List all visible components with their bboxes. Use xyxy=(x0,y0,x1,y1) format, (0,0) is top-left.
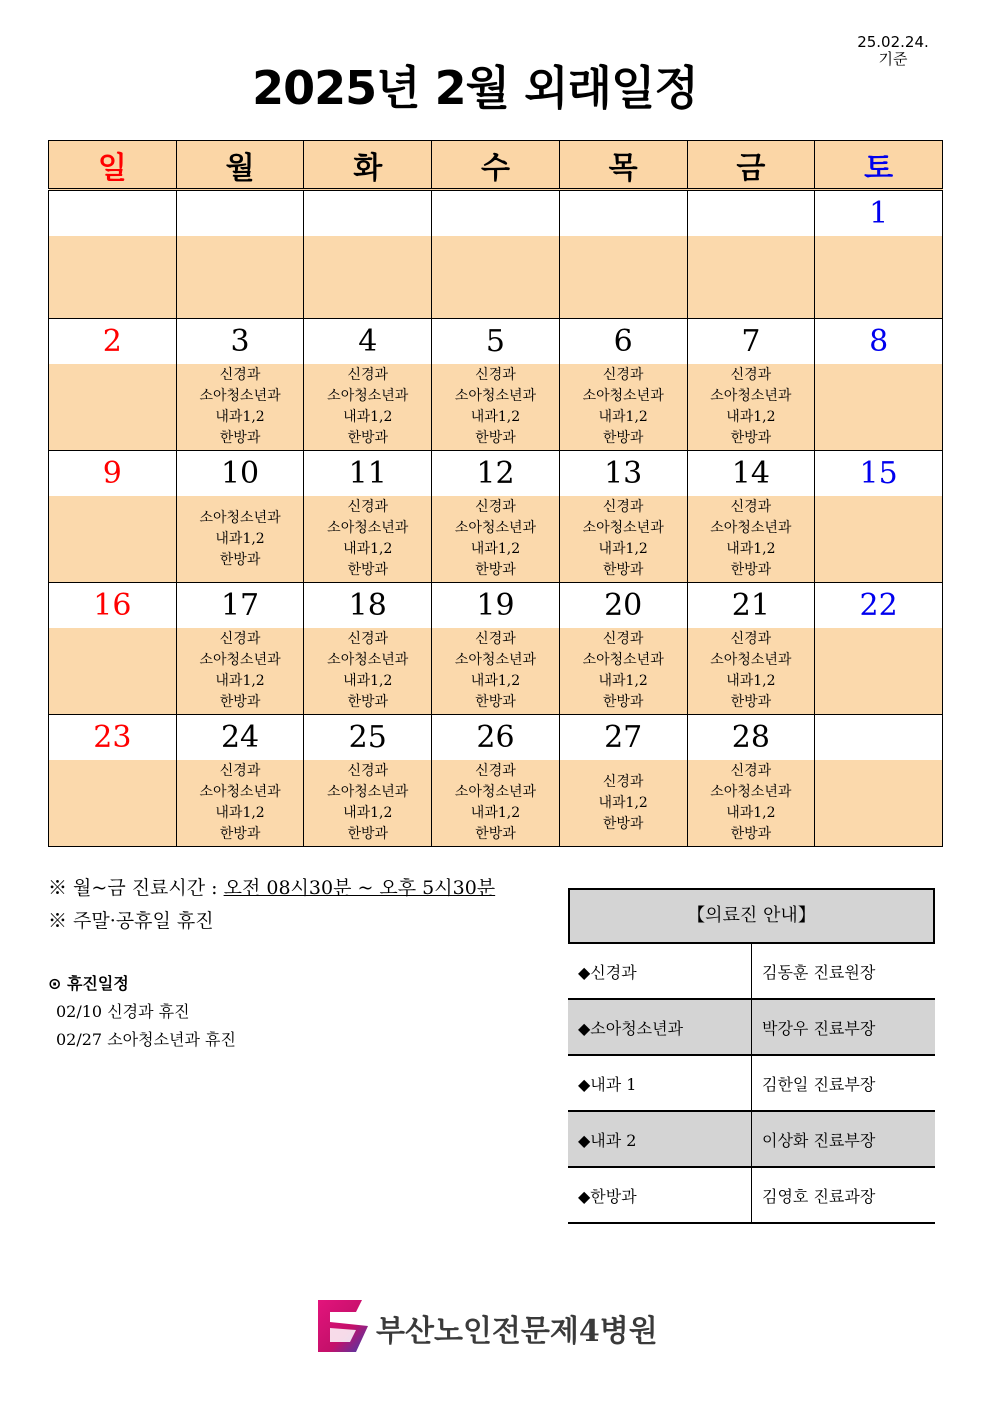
dept-label: 한방과 xyxy=(475,430,516,446)
calendar-dept-cell xyxy=(687,236,815,319)
calendar-dept-cell xyxy=(687,364,815,451)
dept-label: 소아청소년과 xyxy=(199,388,281,404)
calendar-dept-cell xyxy=(559,628,687,715)
calendar-date xyxy=(49,190,177,237)
calendar-date xyxy=(304,190,432,237)
dept-label: 소아청소년과 xyxy=(454,784,537,800)
dept-label: 신경과 xyxy=(730,499,772,515)
week-date-row xyxy=(49,451,943,497)
dept-label: 한방과 xyxy=(347,826,389,842)
week-date-row xyxy=(49,190,943,237)
calendar-date: 15 xyxy=(815,451,943,497)
calendar-date: 5 xyxy=(432,319,560,365)
dept-label: 한방과 xyxy=(730,562,772,578)
calendar-date: 25 xyxy=(304,715,432,761)
dept-label: 내과1,2 xyxy=(215,409,265,425)
weekday-mon: 월 xyxy=(176,141,304,190)
dept-label: 소아청소년과 xyxy=(199,509,281,526)
calendar-dept-cell xyxy=(815,364,943,451)
calendar-dept-cell xyxy=(687,496,815,583)
hospital-logo xyxy=(316,1298,676,1354)
dept-label: 신경과 xyxy=(475,763,516,779)
week-date-row xyxy=(49,319,943,365)
weekday-wed: 수 xyxy=(432,141,560,190)
dept-label: 내과1,2 xyxy=(470,673,521,689)
hours-label: ※ 월~금 진료시간 : xyxy=(48,877,224,899)
dept-label: 신경과 xyxy=(347,367,389,383)
dept-label: 내과1,2 xyxy=(215,805,265,821)
dept-label: 신경과 xyxy=(475,631,516,647)
calendar-dept-cell xyxy=(815,496,943,583)
base-date: 25.02.24. xyxy=(857,33,929,51)
dept-label: 내과1,2 xyxy=(726,541,776,557)
base-date-suffix: 기준 xyxy=(878,50,908,68)
staff-row xyxy=(568,1111,935,1167)
calendar-dept-cell xyxy=(176,496,304,583)
dept-label: 한방과 xyxy=(602,815,644,832)
staff-row xyxy=(568,944,935,999)
closure-heading: ⊙ 휴진일정 xyxy=(48,974,129,993)
week-dept-row xyxy=(49,364,943,451)
dept-label: 한방과 xyxy=(730,826,772,842)
calendar-dept-cell xyxy=(304,760,432,847)
dept-label: 내과1,2 xyxy=(726,409,776,425)
dept-label: 소아청소년과 xyxy=(710,784,792,800)
dept-label: 소아청소년과 xyxy=(327,520,409,536)
calendar-dept-cell xyxy=(49,628,177,715)
dept-label: 내과1,2 xyxy=(215,530,265,547)
dept-label: 내과1,2 xyxy=(343,805,393,821)
dept-label: 소아청소년과 xyxy=(199,652,281,668)
calendar-date: 27 xyxy=(559,715,687,761)
dept-label: 한방과 xyxy=(347,430,389,446)
weekday-thu: 목 xyxy=(559,141,687,190)
staff-heading: 【의료진 안내】 xyxy=(568,888,935,944)
staff-dept: ◆소아청소년과 xyxy=(568,999,752,1055)
calendar-date xyxy=(176,190,304,237)
dept-label: 내과1,2 xyxy=(470,541,521,557)
staff-doctor: 박강우 진료부장 xyxy=(752,999,936,1055)
week-date-row xyxy=(49,583,943,629)
dept-label: 신경과 xyxy=(602,499,644,515)
staff-table xyxy=(568,944,935,1224)
weekday-tue: 화 xyxy=(304,141,432,190)
dept-label: 내과1,2 xyxy=(726,673,776,689)
week-dept-row xyxy=(49,760,943,847)
dept-label: 소아청소년과 xyxy=(327,388,409,404)
calendar-date xyxy=(432,190,560,237)
calendar-date: 7 xyxy=(687,319,815,365)
calendar-date: 28 xyxy=(687,715,815,761)
calendar-dept-cell xyxy=(176,628,304,715)
calendar-date: 13 xyxy=(559,451,687,497)
staff-dept: ◆내과 2 xyxy=(568,1111,752,1167)
calendar-dept-cell xyxy=(176,236,304,319)
dept-label: 소아청소년과 xyxy=(710,652,792,668)
weekday-fri: 금 xyxy=(687,141,815,190)
calendar-dept-cell xyxy=(176,364,304,451)
calendar-dept-cell xyxy=(559,760,687,847)
calendar-dept-cell xyxy=(304,496,432,583)
weekday-hours-note xyxy=(48,872,495,905)
staff-doctor: 이상화 진료부장 xyxy=(752,1111,936,1167)
dept-label: 소아청소년과 xyxy=(327,652,409,668)
dept-label: 내과1,2 xyxy=(598,541,648,557)
dept-label: 신경과 xyxy=(602,773,644,790)
dept-label: 한방과 xyxy=(602,430,644,446)
dept-label: 내과1,2 xyxy=(470,409,521,425)
calendar-dept-cell xyxy=(49,760,177,847)
calendar-dept-cell xyxy=(304,628,432,715)
staff-dept: ◆신경과 xyxy=(568,944,752,999)
dept-label: 소아청소년과 xyxy=(327,784,409,800)
dept-label: 내과1,2 xyxy=(598,673,648,689)
calendar-date: 12 xyxy=(432,451,560,497)
closure-schedule xyxy=(48,970,236,1054)
calendar-date: 6 xyxy=(559,319,687,365)
dept-label: 내과1,2 xyxy=(215,673,265,689)
calendar-date xyxy=(687,190,815,237)
dept-label: 신경과 xyxy=(730,367,772,383)
dept-label: 한방과 xyxy=(219,551,261,568)
calendar-dept-cell xyxy=(815,236,943,319)
calendar-date: 10 xyxy=(176,451,304,497)
page-title: 2025년 2월 외래일정 xyxy=(252,61,698,115)
dept-label: 내과1,2 xyxy=(726,805,776,821)
dept-label: 한방과 xyxy=(219,694,261,710)
calendar-date: 24 xyxy=(176,715,304,761)
calendar-date: 16 xyxy=(49,583,177,629)
dept-label: 내과1,2 xyxy=(343,409,393,425)
dept-label: 신경과 xyxy=(347,499,389,515)
calendar-dept-cell xyxy=(432,496,560,583)
dept-label: 내과1,2 xyxy=(343,541,393,557)
calendar-date: 17 xyxy=(176,583,304,629)
hospital-name: 부산노인전문제4병원 xyxy=(376,1314,658,1349)
dept-label: 한방과 xyxy=(475,694,516,710)
calendar-date: 11 xyxy=(304,451,432,497)
calendar-dept-cell xyxy=(559,364,687,451)
staff-row xyxy=(568,1167,935,1223)
dept-label: 신경과 xyxy=(219,367,261,383)
calendar-dept-cell xyxy=(432,364,560,451)
dept-label: 내과1,2 xyxy=(343,673,393,689)
calendar-date: 26 xyxy=(432,715,560,761)
schedule-calendar xyxy=(48,140,943,847)
dept-label: 신경과 xyxy=(475,499,516,515)
weekday-header-row xyxy=(49,141,943,190)
calendar-date: 21 xyxy=(687,583,815,629)
calendar-dept-cell xyxy=(304,364,432,451)
calendar-dept-cell xyxy=(432,628,560,715)
calendar-dept-cell xyxy=(559,236,687,319)
calendar-date: 14 xyxy=(687,451,815,497)
dept-label: 한방과 xyxy=(475,826,516,842)
dept-label: 내과1,2 xyxy=(598,409,648,425)
dept-label: 신경과 xyxy=(475,367,516,383)
calendar-dept-cell xyxy=(49,496,177,583)
dept-label: 신경과 xyxy=(219,631,261,647)
calendar-date: 22 xyxy=(815,583,943,629)
staff-doctor: 김한일 진료부장 xyxy=(752,1055,936,1111)
dept-label: 소아청소년과 xyxy=(454,388,537,404)
calendar-dept-cell xyxy=(687,628,815,715)
staff-dept: ◆한방과 xyxy=(568,1167,752,1223)
calendar-dept-cell xyxy=(559,496,687,583)
week-date-row xyxy=(49,715,943,761)
week-dept-row xyxy=(49,236,943,319)
calendar-date: 1 xyxy=(815,190,943,237)
dept-label: 소아청소년과 xyxy=(454,520,537,536)
calendar-date: 3 xyxy=(176,319,304,365)
closure-item: 02/27 소아청소년과 휴진 xyxy=(56,1030,236,1049)
dept-label: 내과1,2 xyxy=(598,794,648,811)
calendar-date: 19 xyxy=(432,583,560,629)
week-dept-row xyxy=(49,496,943,583)
dept-label: 소아청소년과 xyxy=(582,520,664,536)
dept-label: 한방과 xyxy=(730,694,772,710)
medical-staff-guide xyxy=(568,888,935,1224)
dept-label: 소아청소년과 xyxy=(582,652,664,668)
dept-label: 신경과 xyxy=(730,631,772,647)
dept-label: 소아청소년과 xyxy=(582,388,664,404)
dept-label: 신경과 xyxy=(602,631,644,647)
calendar-dept-cell xyxy=(687,760,815,847)
calendar-dept-cell xyxy=(815,760,943,847)
dept-label: 한방과 xyxy=(730,430,772,446)
calendar-dept-cell xyxy=(432,760,560,847)
dept-label: 신경과 xyxy=(602,367,644,383)
calendar-date: 23 xyxy=(49,715,177,761)
calendar-date xyxy=(559,190,687,237)
dept-label: 한방과 xyxy=(219,826,261,842)
calendar-date xyxy=(815,715,943,761)
dept-label: 한방과 xyxy=(602,562,644,578)
dept-label: 한방과 xyxy=(347,562,389,578)
staff-doctor: 김동훈 진료원장 xyxy=(752,944,936,999)
staff-doctor: 김영호 진료과장 xyxy=(752,1167,936,1223)
staff-row xyxy=(568,999,935,1055)
calendar-dept-cell xyxy=(49,236,177,319)
calendar-date: 18 xyxy=(304,583,432,629)
dept-label: 한방과 xyxy=(219,430,261,446)
calendar-dept-cell xyxy=(304,236,432,319)
dept-label: 소아청소년과 xyxy=(710,388,792,404)
calendar-date: 9 xyxy=(49,451,177,497)
calendar-date: 4 xyxy=(304,319,432,365)
hours-value: 오전 08시30분 ~ 오후 5시30분 xyxy=(223,877,496,899)
clinic-hours-notes xyxy=(48,872,495,938)
calendar-dept-cell xyxy=(176,760,304,847)
calendar-dept-cell xyxy=(432,236,560,319)
dept-label: 한방과 xyxy=(602,694,644,710)
closure-item: 02/10 신경과 휴진 xyxy=(56,1002,190,1021)
dept-label: 한방과 xyxy=(475,562,516,578)
calendar-dept-cell xyxy=(815,628,943,715)
staff-dept: ◆내과 1 xyxy=(568,1055,752,1111)
dept-label: 내과1,2 xyxy=(470,805,521,821)
dept-label: 신경과 xyxy=(219,763,261,779)
dept-label: 소아청소년과 xyxy=(199,784,281,800)
dept-label: 소아청소년과 xyxy=(454,652,537,668)
calendar-dept-cell xyxy=(49,364,177,451)
week-dept-row xyxy=(49,628,943,715)
weekday-sat: 토 xyxy=(815,141,943,190)
dept-label: 신경과 xyxy=(347,763,389,779)
dept-label: 소아청소년과 xyxy=(710,520,792,536)
staff-row xyxy=(568,1055,935,1111)
dept-label: 신경과 xyxy=(347,631,389,647)
calendar-date: 20 xyxy=(559,583,687,629)
calendar-date: 2 xyxy=(49,319,177,365)
weekday-sun: 일 xyxy=(49,141,177,190)
dept-label: 한방과 xyxy=(347,694,389,710)
weekend-closed-note: ※ 주말·공휴일 휴진 xyxy=(48,910,214,932)
calendar-date: 8 xyxy=(815,319,943,365)
dept-label: 신경과 xyxy=(730,763,772,779)
hospital-logo-icon xyxy=(316,1298,372,1354)
